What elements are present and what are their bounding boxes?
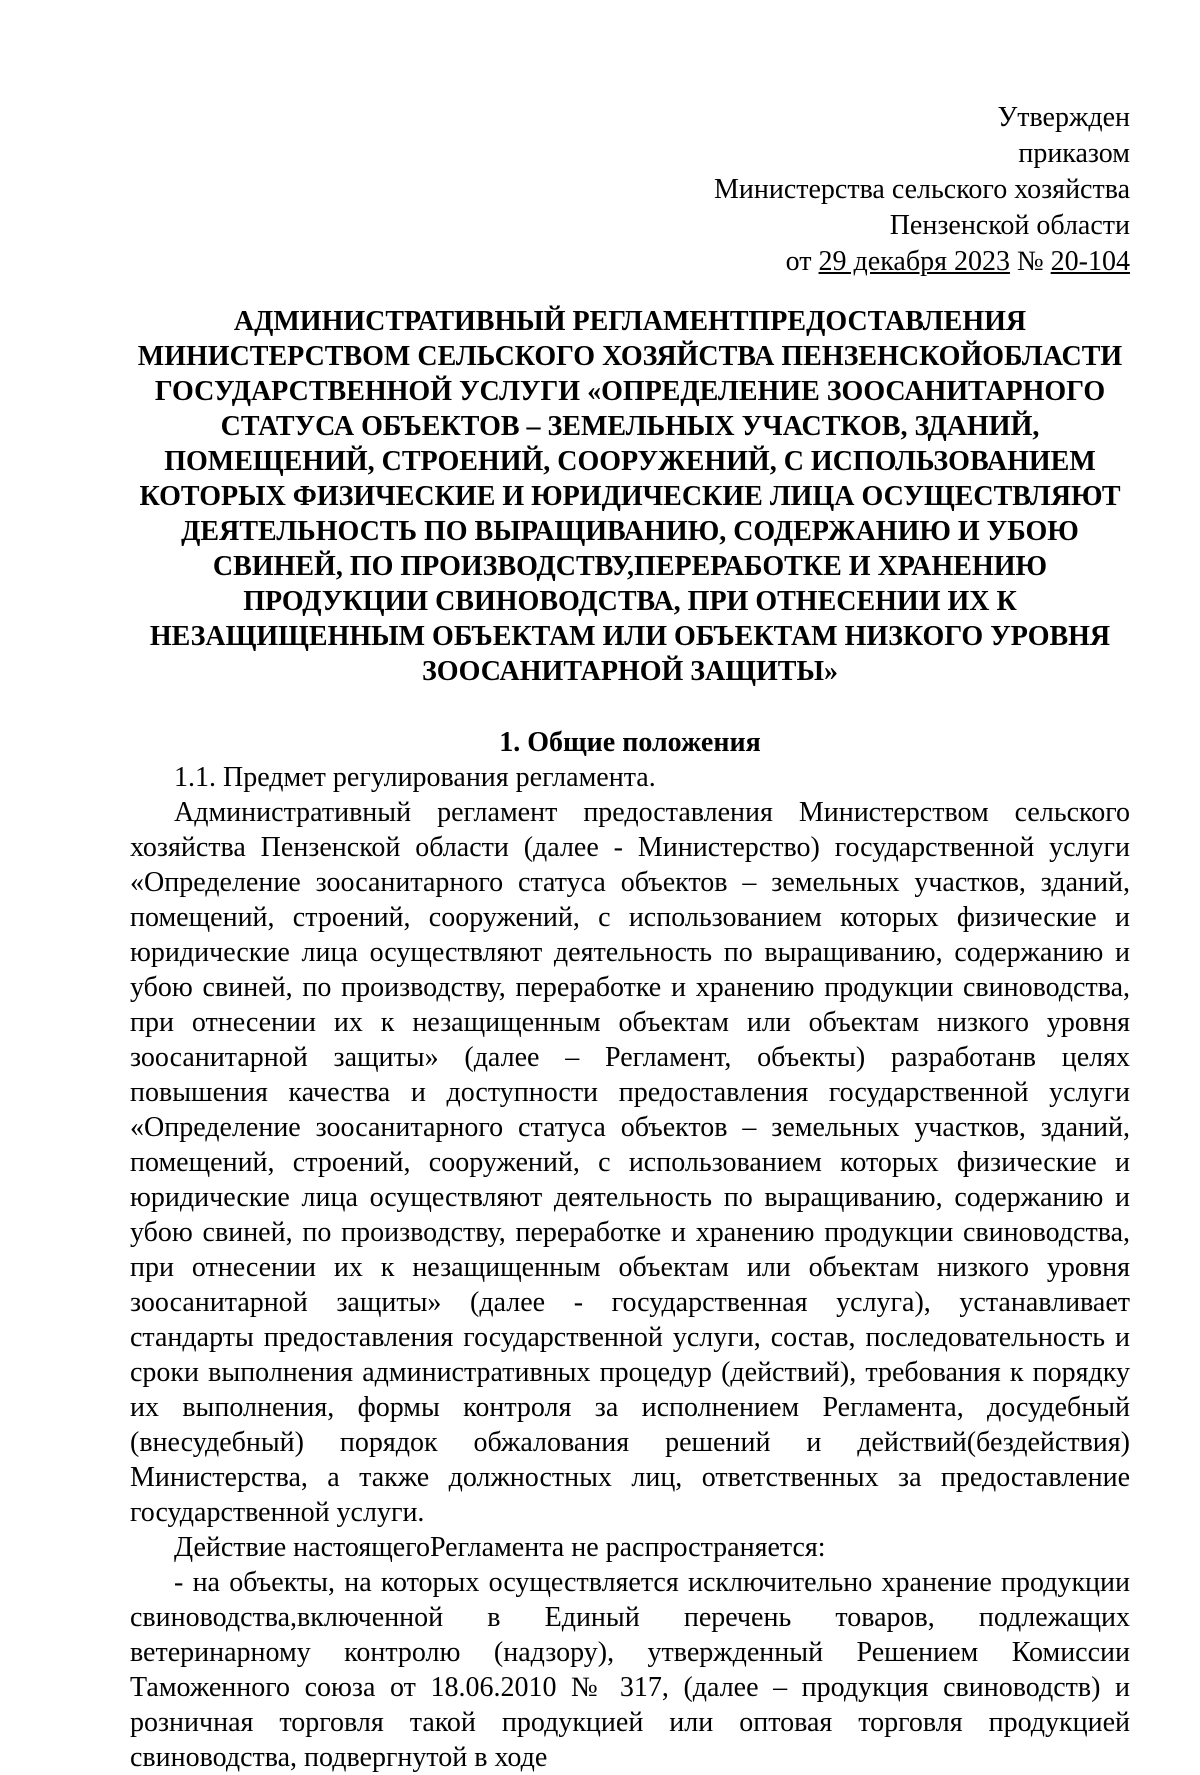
title-line: МИНИСТЕРСТВОМ СЕЛЬСКОГО ХОЗЯЙСТВА ПЕНЗЕНСКОЙОБЛАСТИ <box>137 341 1123 372</box>
title-line: ПРОДУКЦИИ СВИНОВОДСТВА, ПРИ ОТНЕСЕНИИ ИХ К <box>243 586 1017 617</box>
document-title <box>130 304 1130 689</box>
paragraph-storage-objects: - на объекты, на которых осуществляется исключительно хранение продукции свиноводства,включенной в Единый перечень товаров, подлежащих ветеринарному контролю (надзору), утвержденный Решением Комиссии Таможенного союза от 18.06.2010 № 317, (далее – продукция свиноводств) и розничная торговля такой продукцией или оптовая торговля продукцией свиноводства, подвергнутой в ходе <box>130 1567 1130 1773</box>
approval-date: 29 декабря 2023 <box>818 246 1010 277</box>
paragraph-scope-exclusions: Действие настоящегоРегламента не распространяется: <box>174 1532 826 1563</box>
title-line: СВИНЕЙ, ПО ПРОИЗВОДСТВУ,ПЕРЕРАБОТКЕ И ХРАНЕНИЮ <box>212 551 1048 582</box>
title-line: НЕЗАЩИЩЕННЫМ ОБЪЕКТАМ ИЛИ ОБЪЕКТАМ НИЗКОГО УРОВНЯ <box>149 621 1111 652</box>
number-prefix: № <box>1009 246 1051 277</box>
approval-number: 20-104 <box>1050 246 1130 277</box>
title-line: СТАТУСА ОБЪЕКТОВ – ЗЕМЕЛЬНЫХ УЧАСТКОВ, ЗДАНИЙ, <box>220 411 1040 442</box>
section-heading: 1. Общие положения <box>499 727 761 758</box>
title-line: АДМИНИСТРАТИВНЫЙ РЕГЛАМЕНТПРЕДОСТАВЛЕНИЯ <box>233 306 1027 337</box>
title-line: КОТОРЫХ ФИЗИЧЕСКИЕ И ЮРИДИЧЕСКИЕ ЛИЦА ОСУЩЕСТВЛЯЮТ <box>139 481 1121 512</box>
paragraph-regulation-subject: Административный регламент предоставления Министерством сельского хозяйства Пензенской области (далее - Министерство) государственной услуги «Определение зоосанитарного статуса объектов – земельных участков, зданий, помещений, строений, сооружений, с использованием которых физические и юридические лица осуществляют деятельность по выращиванию, содержанию и убою свиней, по производству, переработке и хранению продукции свиноводства, при отнесении их к незащищенным объектам или объектам низкого уровня зоосанитарной защиты» (далее – Регламент, объекты) разработанв целях повышения качества и доступности предоставления государственной услуги «Определение зоосанитарного статуса объектов – земельных участков, зданий, помещений, строений, сооружений, с использованием которых физические и юридические лица осуществляют деятельность по выращиванию, содержанию и убою свиней, по производству, переработке и хранению продукции свиноводства, при отнесении их к незащищенным объектам или объектам низкого уровня зоосанитарной защиты» (далее - государственная услуга), устанавливает стандарты предоставления государственной услуги, состав, последовательность и сроки выполнения административных процедур (действий), требования к порядку их выполнения, формы контроля за исполнением Регламента, досудебный (внесудебный) порядок обжалования решений и действий(бездействия) Министерства, а также должностных лиц, ответственных за предоставление государственной услуги. <box>130 797 1130 1528</box>
title-line: ГОСУДАРСТВЕННОЙ УСЛУГИ «ОПРЕДЕЛЕНИЕ ЗООСАНИТАРНОГО <box>154 376 1106 407</box>
approval-block <box>130 100 1130 280</box>
title-line: ДЕЯТЕЛЬНОСТЬ ПО ВЫРАЩИВАНИЮ, СОДЕРЖАНИЮ И УБОЮ <box>181 516 1079 547</box>
title-line: ЗООСАНИТАРНОЙ ЗАЩИТЫ» <box>422 656 838 687</box>
subsection-title: 1.1. Предмет регулирования регламента. <box>174 762 656 793</box>
date-prefix: от <box>785 246 819 277</box>
section-body <box>130 760 1130 1775</box>
approval-line-approved: Утвержден <box>997 102 1130 133</box>
approval-line-date <box>130 244 1130 280</box>
document-page <box>130 100 1130 1773</box>
title-line: ПОМЕЩЕНИЙ, СТРОЕНИЙ, СООРУЖЕНИЙ, С ИСПОЛЬЗОВАНИЕМ <box>164 446 1096 477</box>
approval-line-region: Пензенской области <box>889 210 1130 241</box>
approval-line-ministry: Министерства сельского хозяйства <box>713 174 1130 205</box>
approval-line-order: приказом <box>1018 138 1130 169</box>
